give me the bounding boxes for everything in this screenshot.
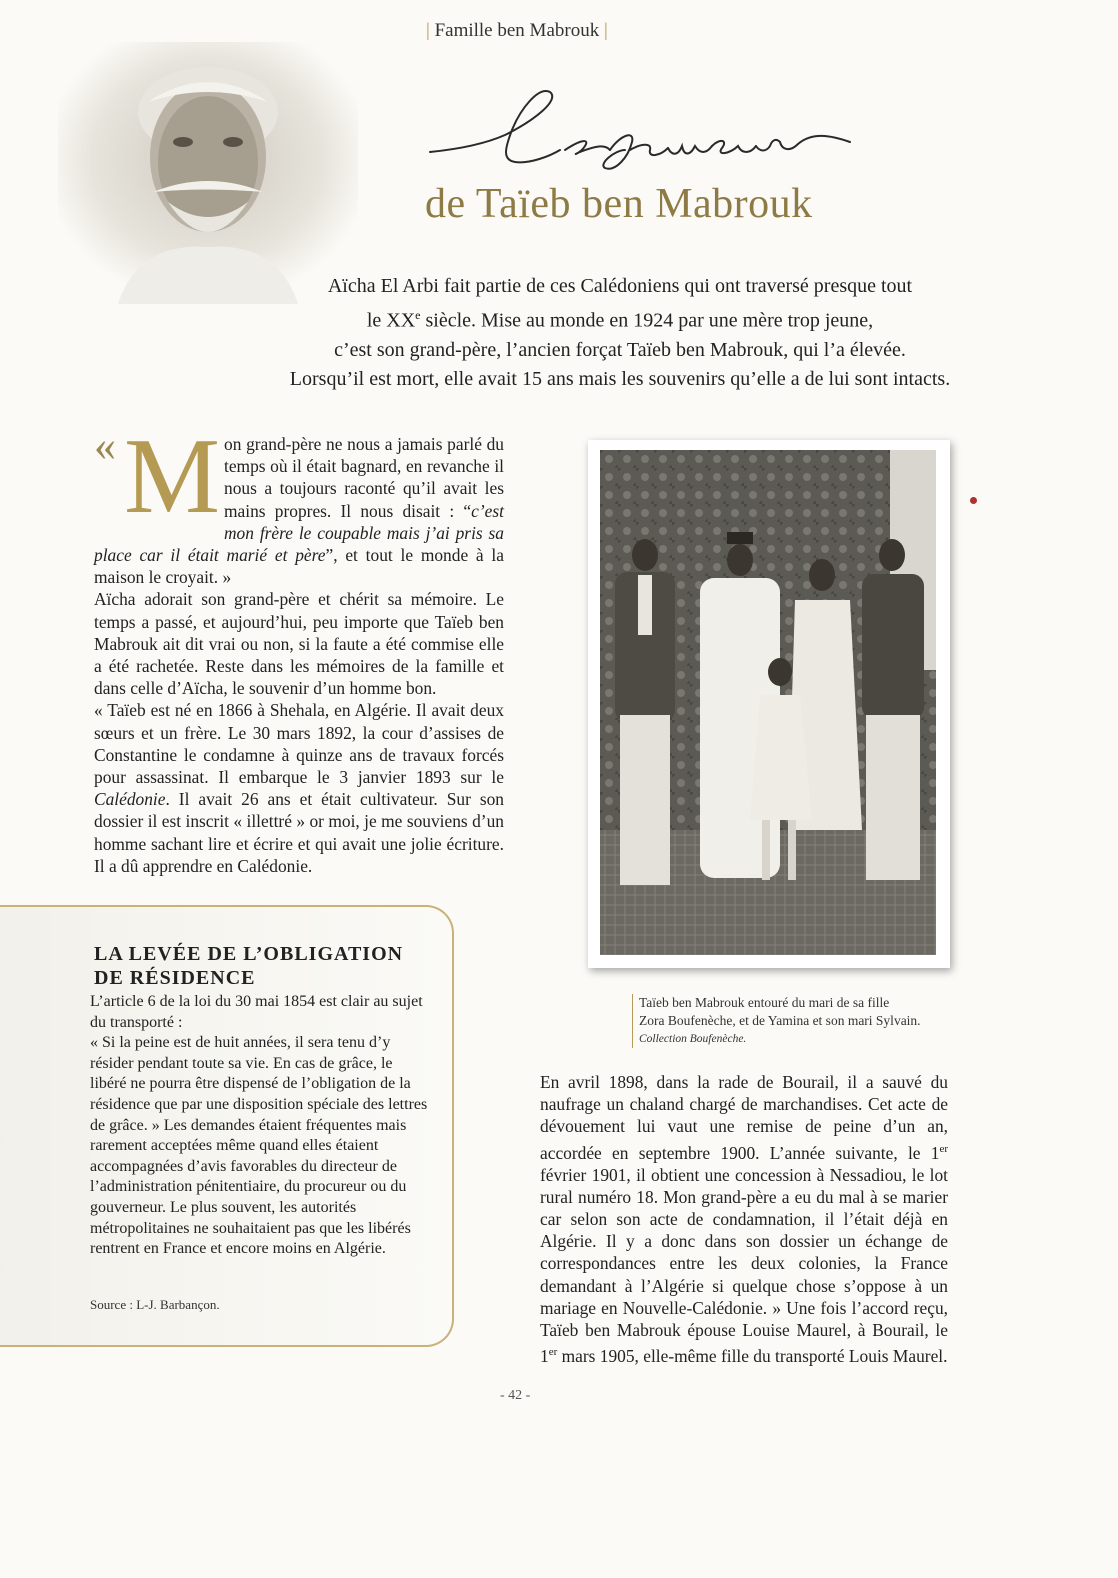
intro-line: c’est son grand-père, l’ancien forçat Taïeb ben Mabrouk, qui l’a élevée. (334, 338, 906, 361)
photo-credit: Collection Boufenèche. (639, 1033, 747, 1045)
article-subtitle: de Taïeb ben Mabrouk (425, 181, 813, 227)
caption-line: Taïeb ben Mabrouk entouré du mari de sa fille (639, 995, 890, 1010)
section-name: Famille ben Mabrouk (434, 20, 600, 41)
sidebar-source: Source : L-J. Barbançon. (90, 1297, 220, 1312)
open-quote: « (94, 421, 116, 470)
article-paragraph: Aïcha adorait son grand-père et chérit sa mémoire. Le temps a passé, et aujourd’hui, peu importe que Taïeb ben Mabrouk ait dit vrai ou non, si la faute a été commise elle a été rachetée. Reste dans les mémoires de la famille et dans celle d’Aïcha, le souvenir d’un homme bon. (94, 589, 504, 699)
red-mark (970, 497, 977, 504)
article-column-left (94, 417, 504, 877)
article-column-right (540, 1071, 948, 1367)
drop-cap (94, 417, 222, 536)
sidebar-title-line: LA LEVÉE DE L’OBLIGATION (94, 943, 404, 965)
intro-line: Aïcha El Arbi fait partie de ces Calédoniens qui ont traversé presque tout (327, 275, 913, 297)
page-number: - 42 - (500, 1388, 531, 1403)
portrait-image (58, 42, 358, 304)
article-paragraph: En avril 1898, dans la rade de Bourail, il a sauvé du naufrage un chaland chargé de marchandises. Cet acte de dévouement lui vaut une remise de peine d’un an, accordée en septembre 1900. L’année suivante, le 1er février 1901, il obtient une concession à Nessadiou, le lot rural numéro 18. Mon grand-père a eu du mal à se marier car selon son acte de condamnation, il l’était déjà en Algérie. Il y a donc dans son dossier un échange de correspondances entre les deux colonies, la France demandant à l’Algérie si quelque chose s’oppose à un mariage en Nouvelle-Calédonie. » Une fois l’accord reçu, Taïeb ben Mabrouk épouse Louise Maurel, à Bourail, le 1er mars 1905, elle-même fille du transporté Louis Maurel. (540, 1072, 948, 1367)
intro-paragraph (275, 272, 965, 394)
drop-cap-letter: M (124, 417, 221, 536)
script-title (420, 80, 860, 180)
intro-line: Lorsqu’il est mort, elle avait 15 ans mais les souvenirs qu’elle a de lui sont intacts. (289, 367, 951, 390)
family-photo (600, 450, 936, 955)
sidebar-body (90, 992, 430, 1260)
article-paragraph: « Taïeb est né en 1866 à Shehala, en Algérie. Il avait deux sœurs et un frère. Le 30 mars 1892, la cour d’assises de Constantine le condamne à quinze ans de travaux forcés pour assassinat. Il embarque le 3 janvier 1893 sur le Calédonie. Il avait 26 ans et était cultivateur. Sur son dossier il est inscrit « illettré » or moi, je me souviens d’un homme sachant lire et écrire et qui avait une jolie écriture. Il a dû apprendre en Calédonie. (94, 700, 504, 876)
sidebar-title (94, 942, 403, 990)
article-paragraph: on grand-père ne nous a jamais parlé du temps où il était bagnard, en revanche il nous a toujours raconté qu’il avait les mains propres. Il nous disait : “c’est mon frère le coupable mais j’ai pris sa place car il était marié et père”, et tout le monde à la maison le croyait. » (94, 434, 504, 588)
intro-line: le XXe siècle. Mise au monde en 1924 par une mère trop jeune, (366, 308, 874, 332)
caption-line: Zora Boufenèche, et de Yamina et son mari Sylvain. (639, 1013, 921, 1028)
sidebar-paragraph: L’article 6 de la loi du 30 mai 1854 est clair au sujet du transporté : (90, 993, 423, 1031)
sidebar-paragraph: « Si la peine est de huit années, il sera tenu d’y résider pendant toute sa vie. En cas de grâce, le libéré ne pourra être dispensé de l’obligation de la résidence que par une disposition spéciale des lettres de grâce. » Les demandes étaient fréquentes mais rarement acceptées même quand elles étaient accompagnées d’avis favorables du directeur de l’administration pénitentiaire, du procureur ou du gouverneur. Le plus souvent, les autorités métropolitaines ne souhaitaient pas que les libérés rentrent en France et encore moins en Algérie. (90, 1034, 428, 1258)
section-tag: | Famille ben Mabrouk | (426, 20, 608, 41)
sidebar-title-line: DE RÉSIDENCE (94, 967, 256, 989)
photo-caption (632, 994, 921, 1048)
